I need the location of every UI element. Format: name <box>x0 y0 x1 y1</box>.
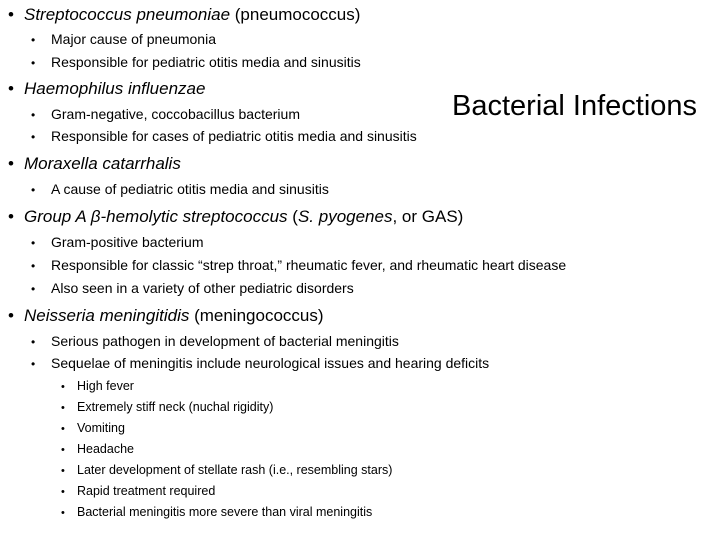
bullet-icon: • <box>8 5 14 24</box>
bullet-icon: • <box>31 335 36 349</box>
bullet-icon: • <box>31 56 36 70</box>
sub-bullet-text: Serious pathogen in development of bacterial meningitis <box>51 333 399 349</box>
bullet-icon: • <box>31 357 36 371</box>
bullet-streptococcus-pneumoniae <box>8 4 360 26</box>
bullet-icon: • <box>61 507 65 519</box>
bullet-icon: • <box>31 259 36 273</box>
sub-sub-bullet <box>61 462 392 479</box>
sub-bullet <box>31 53 361 72</box>
bullet-neisseria-meningitidis <box>8 305 324 327</box>
sub-bullet-text: Responsible for cases of pediatric otitis media and sinusitis <box>51 128 417 144</box>
sub-sub-bullet <box>61 504 372 521</box>
sub-sub-bullet-text: Bacterial meningitis more severe than viral meningitis <box>77 505 373 519</box>
sub-sub-bullet <box>61 378 134 395</box>
organism-note: (pneumococcus) <box>230 5 361 24</box>
sub-bullet-text: Responsible for pediatric otitis media and sinusitis <box>51 54 361 70</box>
sub-bullet-text: Responsible for classic “strep throat,” rheumatic fever, and rheumatic heart disease <box>51 257 567 273</box>
sub-bullet <box>31 332 399 351</box>
bullet-icon: • <box>31 108 36 122</box>
sub-bullet <box>31 30 216 49</box>
sub-bullet-text: Sequelae of meningitis include neurological issues and hearing deficits <box>51 355 490 371</box>
organism-note: (meningococcus) <box>189 306 324 325</box>
bullet-icon: • <box>61 402 65 414</box>
organism-note-open: ( <box>287 207 298 226</box>
organism-name: Neisseria meningitidis <box>24 306 190 325</box>
sub-bullet <box>31 256 566 275</box>
bullet-icon: • <box>8 207 14 226</box>
bullet-icon: • <box>61 423 65 435</box>
organism-name: Group A β-hemolytic streptococcus <box>24 207 288 226</box>
sub-bullet <box>31 233 204 252</box>
sub-sub-bullet-text: Vomiting <box>77 421 125 435</box>
bullet-icon: • <box>61 381 65 393</box>
sub-sub-bullet-text: Headache <box>77 442 134 456</box>
sub-sub-bullet-text: Later development of stellate rash (i.e., resembling stars) <box>77 463 393 477</box>
organism-name: Haemophilus influenzae <box>24 79 206 98</box>
bullet-icon: • <box>31 183 36 197</box>
sub-sub-bullet <box>61 441 134 458</box>
organism-alt-name: S. pyogenes <box>297 207 393 226</box>
bullet-haemophilus-influenzae <box>8 78 205 100</box>
sub-bullet <box>31 180 329 199</box>
sub-bullet-text: Gram-negative, coccobacillus bacterium <box>51 106 300 122</box>
organism-name: Moraxella catarrhalis <box>24 154 181 173</box>
slide-title: Bacterial Infections <box>452 90 698 122</box>
sub-sub-bullet <box>61 420 125 437</box>
sub-bullet-text: Major cause of pneumonia <box>51 31 216 47</box>
bullet-icon: • <box>61 486 65 498</box>
bullet-icon: • <box>61 465 65 477</box>
sub-sub-bullet-text: High fever <box>77 379 134 393</box>
bullet-icon: • <box>8 154 14 173</box>
bullet-icon: • <box>61 444 65 456</box>
sub-sub-bullet-text: Extremely stiff neck (nuchal rigidity) <box>77 400 274 414</box>
bullet-icon: • <box>31 236 36 250</box>
sub-bullet <box>31 127 417 146</box>
sub-bullet-text: A cause of pediatric otitis media and sinusitis <box>51 181 329 197</box>
bullet-icon: • <box>31 282 36 296</box>
bullet-icon: • <box>8 306 14 325</box>
bullet-icon: • <box>31 130 36 144</box>
sub-bullet <box>31 279 354 298</box>
sub-sub-bullet <box>61 399 273 416</box>
sub-bullet-text: Also seen in a variety of other pediatric disorders <box>51 280 354 296</box>
bullet-icon: • <box>31 33 36 47</box>
organism-note: , or GAS) <box>392 207 464 226</box>
sub-bullet <box>31 354 489 373</box>
bullet-icon: • <box>8 79 14 98</box>
bullet-group-a-streptococcus <box>8 206 463 228</box>
sub-bullet <box>31 105 300 124</box>
sub-bullet-text: Gram-positive bacterium <box>51 234 204 250</box>
sub-sub-bullet-text: Rapid treatment required <box>77 484 216 498</box>
organism-name: Streptococcus pneumoniae <box>24 5 231 24</box>
sub-sub-bullet <box>61 483 215 500</box>
bullet-moraxella-catarrhalis <box>8 153 181 175</box>
